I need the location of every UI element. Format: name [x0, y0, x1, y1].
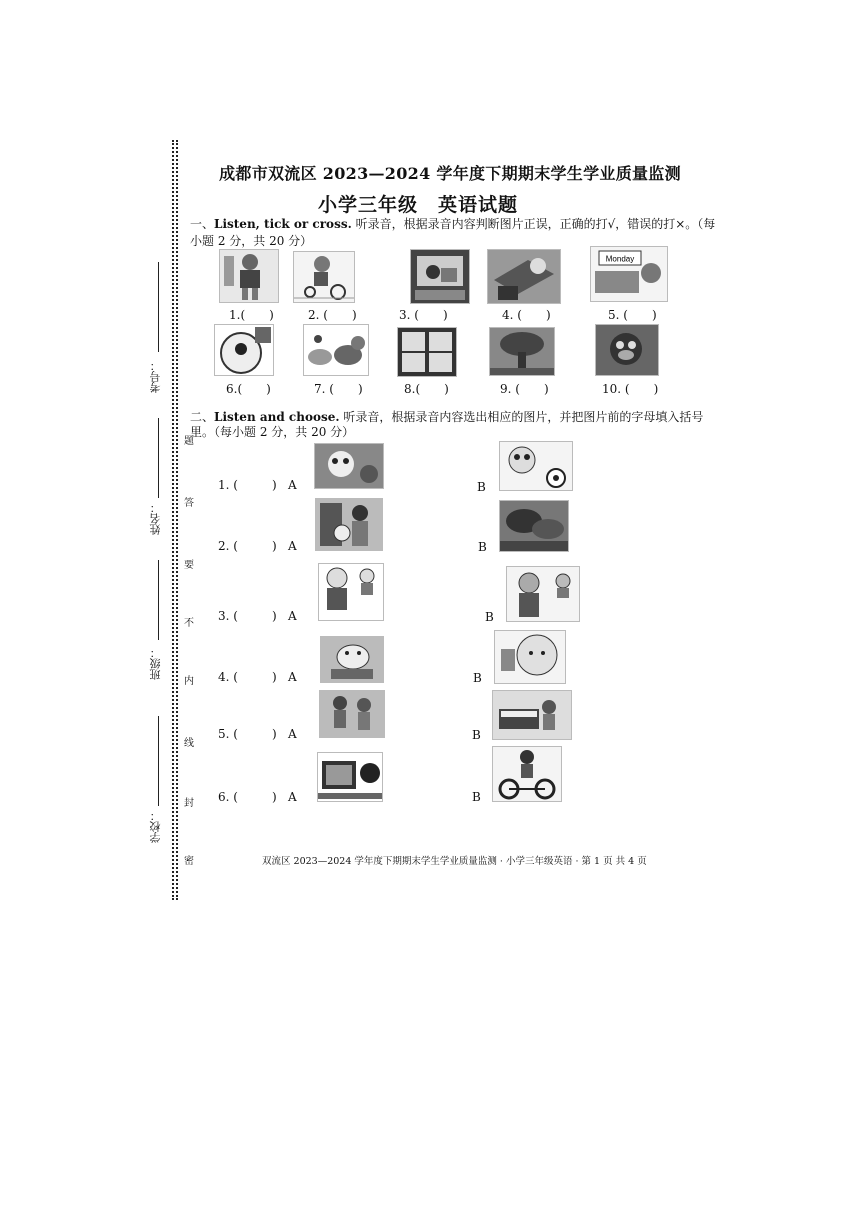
exam-subtitle: 小学三年级 英语试题	[318, 194, 519, 216]
s1-q5-label: 5. ( )	[608, 308, 657, 322]
s2-q6-number: 6. (	[218, 790, 238, 804]
s1-q10-label: 10. ( )	[602, 382, 659, 396]
s1-q2-label: 2. ( )	[308, 308, 357, 322]
s2-q1-number: 1. (	[218, 478, 238, 492]
section2-heading-line2: 里。（每小题 2 分，共 20 分）	[190, 425, 355, 439]
desk-picture-icon	[487, 249, 561, 304]
dog-picture-icon	[303, 324, 369, 376]
s2-q4-option-a: A	[288, 670, 297, 684]
s1-q4-label: 4. ( )	[502, 308, 551, 322]
school-label: 学校：	[149, 810, 162, 843]
s1-q8-label: 8.( )	[404, 382, 449, 396]
cat-pair-picture-icon	[506, 566, 580, 622]
seal-char-da: 答	[184, 498, 194, 509]
s2-q4-number: 4. (	[218, 670, 238, 684]
s2-q6-option-a: A	[288, 790, 297, 804]
panda-football-picture-icon	[499, 441, 573, 491]
s2-q1-option-a: A	[288, 478, 297, 492]
s2-q4-close: )	[272, 670, 277, 684]
s2-q1-option-b: B	[477, 480, 486, 494]
s1-q9-label: 9. ( )	[500, 382, 549, 396]
page-footer: 双流区 2023—2024 学年度下期期末学生学业质量监测 · 小学三年级英语 · 第 1 页 共 4 页	[262, 856, 647, 867]
seal-char-yao: 要	[184, 560, 194, 571]
binding-dotted-line-outer	[172, 140, 174, 900]
section2-heading-cn: 听录音，根据录音内容选出相应的图片，并把图片前的字母填入括号	[339, 410, 704, 424]
s2-q5-option-b: B	[472, 728, 481, 742]
s2-q2-option-a: A	[288, 539, 297, 553]
section2-heading-en: Listen and choose.	[214, 410, 340, 424]
section1-heading-line2: 小题 2 分，共 20 分）	[190, 234, 313, 248]
class-label: 班级：	[149, 647, 162, 680]
s2-q6-close: )	[272, 790, 277, 804]
s1-q3-label: 3. ( )	[399, 308, 448, 322]
seal-char-mi: 密	[184, 856, 194, 867]
s2-q3-close: )	[272, 609, 277, 623]
s1-q6-label: 6.( )	[226, 382, 271, 396]
tv-picture-icon	[317, 752, 383, 802]
s2-q2-option-b: B	[478, 540, 487, 554]
monkey-picture-icon	[595, 324, 659, 376]
s2-q2-number: 2. (	[218, 539, 238, 553]
s2-q2-close: )	[272, 539, 277, 553]
name-underline	[158, 418, 159, 498]
student-id-underline	[158, 262, 159, 352]
kids-running-picture-icon	[319, 690, 385, 738]
window-picture-icon	[397, 327, 457, 377]
piano-picture-icon	[492, 690, 572, 740]
s2-q3-option-b: B	[485, 610, 494, 624]
seal-char-nei: 内	[184, 676, 194, 687]
panda-ball-picture-icon	[314, 443, 384, 489]
s2-q5-number: 5. (	[218, 727, 238, 741]
school-underline	[158, 716, 159, 806]
girl-bike-picture-icon	[293, 251, 355, 303]
student-id-label: 考号：	[149, 360, 162, 393]
s2-q5-close: )	[272, 727, 277, 741]
s2-q3-option-a: A	[288, 609, 297, 623]
tree-picture-icon	[489, 327, 555, 376]
seal-char-xian: 线	[184, 738, 194, 749]
monday-sign-text: Monday	[605, 254, 635, 264]
monday-calendar-picture-icon	[590, 246, 668, 302]
s2-q5-option-a: A	[288, 727, 297, 741]
s2-q3-number: 3. (	[218, 609, 238, 623]
s2-q4-option-b: B	[473, 671, 482, 685]
section1-heading-cn: 听录音，根据录音内容判断图片正误，正确的打√，错误的打×。（每	[351, 217, 716, 231]
s1-q7-label: 7. ( )	[314, 382, 363, 396]
class-underline	[158, 560, 159, 640]
garden-picture-icon	[499, 500, 569, 552]
classroom-picture-icon	[410, 249, 470, 304]
seal-char-feng: 封	[184, 798, 194, 809]
seal-char-bu: 不	[184, 618, 194, 629]
boy-cycling-picture-icon	[492, 746, 562, 802]
s2-q6-option-b: B	[472, 790, 481, 804]
baby-drinking-picture-icon	[494, 630, 566, 684]
section2-number: 二、	[190, 410, 215, 424]
boy-clothes-picture-icon	[219, 249, 279, 303]
pig-eating-picture-icon	[320, 636, 384, 683]
section1-heading-en: Listen, tick or cross.	[214, 217, 352, 231]
name-label: 姓名：	[149, 502, 162, 535]
binding-dotted-line-inner	[176, 140, 178, 900]
section1-number: 一、	[190, 217, 215, 231]
family-picture-icon	[315, 498, 383, 551]
seal-char-ti: 题	[184, 436, 194, 447]
exam-title: 成都市双流区 2023—2024 学年度下期期末学生学业质量监测	[219, 164, 681, 183]
clock-picture-icon	[214, 324, 274, 376]
section1-heading	[190, 216, 715, 233]
s2-q1-close: )	[272, 478, 277, 492]
boy-girl-picture-icon	[318, 563, 384, 621]
s1-q1-label: 1.( )	[229, 308, 274, 322]
